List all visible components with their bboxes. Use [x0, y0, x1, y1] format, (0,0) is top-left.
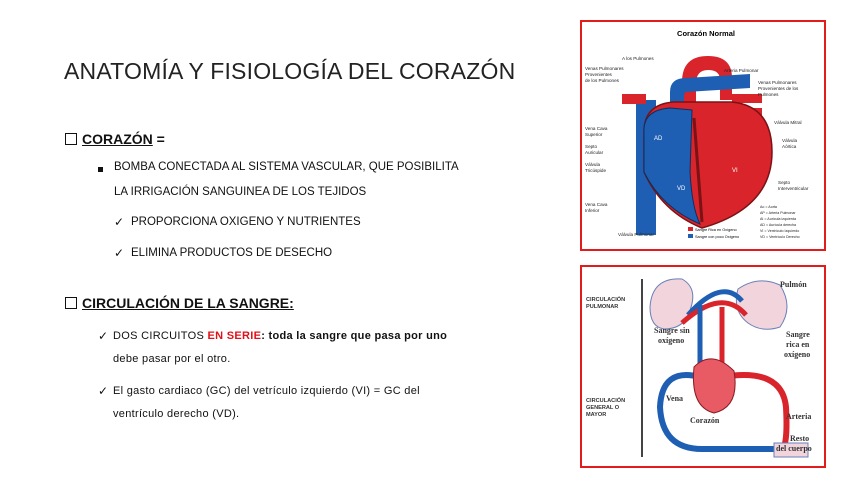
label-venas-pulmonares-der: Venas Pulmonares [758, 80, 797, 85]
checkmark-icon: ✓ [114, 246, 125, 260]
bullet-line-1: BOMBA CONECTADA AL SISTEMA VASCULAR, QUE POSIBILITA [114, 161, 459, 173]
section-heading-circulacion [65, 295, 294, 311]
label-circulacion-pulmonar-2: PULMONAR [586, 304, 619, 310]
label-venas-pulmonares-der-3: Pulmones [758, 92, 779, 97]
heading-suffix: = [152, 131, 165, 147]
abbrev-vd: VD = Ventrículo Derecho [760, 235, 800, 239]
circuit-item-line-2: debe pasar por el otro. [113, 353, 231, 365]
square-bullet-icon [98, 167, 103, 172]
label-vena-cava-superior: Vena Cava [585, 126, 608, 131]
label-venas-pulmonares-der-2: Provenientes de los [758, 86, 799, 91]
label-venas-pulmonares-izq: Venas Pulmonares [585, 66, 624, 71]
check-item-oxigeno: PROPORCIONA OXIGENO Y NUTRIENTES [131, 216, 361, 228]
circuit-item-line-1 [113, 330, 447, 342]
label-corazon: Corazón [690, 416, 720, 425]
heart-anatomy-svg [582, 22, 824, 249]
label-venas-pulmonares-izq-3: de los Pulmones [585, 78, 619, 83]
cardiac-output-line-1: El gasto cardiaco (GC) del vetrículo izquierdo (VI) = GC del [113, 385, 420, 397]
label-sangre-rica-2: rica en [786, 340, 810, 349]
label-pulmon: Pulmón [780, 280, 807, 289]
label-circulacion-general-3: MAYOR [586, 412, 607, 418]
heart-icon [693, 359, 735, 413]
label-valvula-tricuspide-2: Tricúspide [585, 168, 607, 173]
label-circulacion-general: CIRCULACIÓN [586, 398, 626, 404]
abbrev-vi: VI = Ventrículo Izquierdo [760, 229, 800, 233]
chamber-ad: AD [654, 136, 663, 142]
label-valvula-aortica-2: Aórtica [782, 144, 797, 149]
abbrev-ai: AI = Aurícula izquierda [760, 217, 797, 221]
checkmark-icon: ✓ [98, 329, 109, 343]
label-arteria-pulmonar: Arteria Pulmonar [724, 68, 759, 73]
legend-blue-swatch [688, 234, 693, 238]
label-circulacion-pulmonar: CIRCULACIÓN [586, 297, 626, 303]
heading-corazon-label: CORAZÓN [82, 131, 153, 147]
label-sangre-rica-3: oxígeno [784, 350, 811, 359]
label-valvula-tricuspide: Válvula [585, 162, 601, 167]
label-valvula-mitral: Válvula Mitral [774, 120, 802, 125]
abbrev-ao: Ao = Aorta [760, 205, 777, 209]
cardiac-output-line-2: ventrículo derecho (VD). [113, 408, 240, 420]
label-resto-2: del cuerpo [776, 444, 812, 453]
label-septo-auricular-2: Auricular [585, 150, 604, 155]
label-septo-interventricular: Septo [778, 180, 791, 185]
abbrev-ap: AP = Arteria Pulmonar [760, 211, 796, 215]
en-serie-highlight: EN SERIE [207, 330, 262, 342]
checkmark-icon: ✓ [114, 215, 125, 229]
label-valvula-aortica: Válvula [782, 138, 798, 143]
label-septo-auricular: Septo [585, 144, 598, 149]
circulation-figure [580, 265, 826, 468]
label-circulacion-general-2: GENERAL O [586, 405, 620, 411]
circulation-svg [582, 267, 824, 466]
label-vena-cava-superior-2: Superior [585, 132, 603, 137]
pulmonary-vein-left [622, 94, 646, 104]
checkmark-icon: ✓ [98, 384, 109, 398]
chamber-vi: VI [732, 168, 738, 174]
legend-poor-oxygen: Sangre con poco Oxígeno [695, 235, 740, 239]
heading-circulacion-label: CIRCULACIÓN DE LA SANGRE: [82, 295, 294, 311]
label-arteria: Arteria [786, 412, 812, 421]
chamber-ai: AI [700, 96, 706, 102]
checkbox-bullet-icon [65, 133, 77, 145]
label-vena: Vena [666, 394, 684, 403]
label-valvula-pulmonar: Válvula Pulmonar [618, 232, 655, 237]
label-venas-pulmonares-izq-2: Provenientes [585, 72, 612, 77]
label-sangre-rica: Sangre [786, 330, 810, 339]
label-sangre-sin: Sangre sin [654, 326, 690, 335]
legend-rich-oxygen: Sangre Rica en Oxígeno [695, 228, 737, 232]
slide-title: ANATOMÍA Y FISIOLOGÍA DEL CORAZÓN [64, 58, 516, 84]
chamber-vd: VD [677, 186, 686, 192]
label-a-los-pulmones: A los Pulmones [622, 56, 654, 61]
abbrev-ad: AD = Aurícula derecha [760, 223, 797, 227]
heart-anatomy-figure [580, 20, 826, 251]
check-item-desecho: ELIMINA PRODUCTOS DE DESECHO [131, 247, 333, 259]
label-vena-cava-inferior-2: Inferior [585, 208, 600, 213]
label-resto: Resto [790, 434, 810, 443]
label-vena-cava-inferior: Vena Cava [585, 202, 608, 207]
legend-red-swatch [688, 227, 693, 231]
heart-title: Corazón Normal [677, 29, 735, 38]
label-sangre-sin-2: oxígeno [658, 336, 685, 345]
checkbox-bullet-icon [65, 297, 77, 309]
bullet-line-2: LA IRRIGACIÓN SANGUINEA DE LOS TEJIDOS [114, 186, 367, 198]
circuit-text-post: : toda la sangre que pasa por uno [261, 330, 448, 342]
section-heading-corazon [65, 131, 165, 147]
label-septo-interventricular-2: Interventricular [778, 186, 809, 191]
circuit-text-pre: DOS CIRCUITOS [113, 330, 208, 342]
